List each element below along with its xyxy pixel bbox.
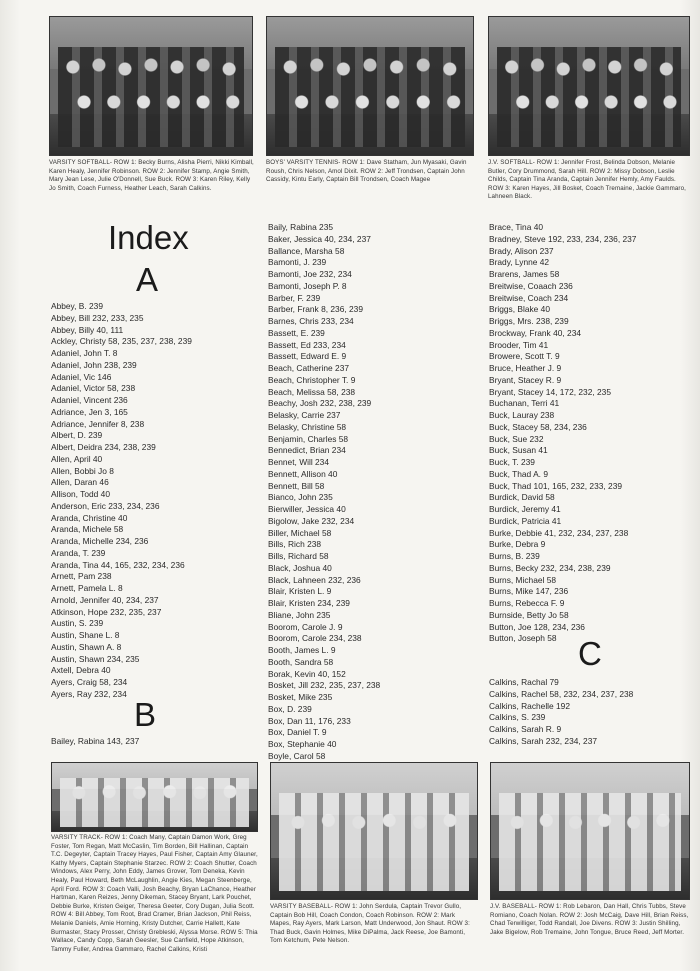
index-entry: Adriance, Jennifer 8, 238 (51, 418, 145, 429)
section-letter-c: C (578, 635, 602, 672)
boys-varsity-tennis-photo (266, 16, 474, 156)
index-entry: Buck, T. 239 (489, 457, 535, 467)
varsity-baseball-photo (270, 762, 478, 900)
index-entry: Box, Dan 11, 176, 233 (268, 715, 351, 726)
boys-varsity-tennis-caption: BOYS' VARSITY TENNIS- ROW 1: Dave Statham, Jun Myasaki, Gavin Roush, Chris Nelson, Amol Dixit. ROW 2: Jeff Trondsen, Captain John Cassidy, Kintu Early, Captain Bill Trondsen, Coach Magee (266, 159, 467, 184)
index-entry: Burke, Debra 9 (489, 539, 546, 550)
index-entry: Buchanan, Terri 41 (489, 398, 560, 409)
index-entry: Arnold, Jennifer 40, 234, 237 (51, 594, 159, 605)
index-entry: Breitwise, Coach 234 (489, 292, 569, 303)
index-entry: Burns, Becky 232, 234, 238, 239 (489, 562, 611, 573)
index-entry: Bills, Rich 238 (268, 539, 322, 550)
varsity-track-photo (51, 762, 258, 832)
index-entry: Button, Joe 128, 234, 236 (489, 621, 585, 632)
index-entry: Breitwise, Coaach 236 (489, 280, 573, 291)
index-entry: Blair, Kristen L. 9 (268, 586, 332, 597)
index-entry: Bennedict, Brian 234 (268, 445, 346, 456)
index-entry: Bradney, Steve 192, 233, 234, 236, 237 (489, 233, 637, 244)
index-entry: Bennett, Bill 58 (268, 480, 325, 491)
index-entry: Burns, Rebecca F. 9 (489, 598, 565, 608)
index-entry: Biller, Michael 58 (268, 527, 332, 538)
index-entry: Buck, Thad A. 9 (489, 468, 548, 479)
index-entry: Belasky, Christine 58 (268, 421, 347, 432)
index-entry: Aranda, Christine 40 (51, 512, 128, 523)
index-column-1 (51, 301, 192, 701)
index-entry: Briggs, Blake 40 (489, 304, 550, 315)
index-entry: Axtell, Debra 40 (51, 665, 111, 676)
index-entry: Brady, Lynne 42 (489, 257, 550, 268)
index-entry: Briggs, Mrs. 238, 239 (489, 316, 569, 326)
jv-softball-caption: J.V. SOFTBALL- ROW 1: Jennifer Frost, Belinda Dobson, Melanie Butler, Cory Drummond, Sarah Hill. ROW 2: Missy Dobson, Leslie Childs, Captain Tina Aranda, Captain Jennifer Hemly, Amy Faulds. ROW 3: Karen Hayes, Jill Bosket, Coach Tremaine, Jackie Gammaro, Lahneen Black. (488, 159, 686, 201)
varsity-baseball-caption: VARSITY BASEBALL- ROW 1: John Serdula, Captain Trevor Gullo, Captain Bob Hill, Coach Condon, Coach Robinson. ROW 2: Mark Mapes, Ray Ayers, Mark Larson, Matt Underwood, Jon Shaut. ROW 3: Thad Buck, Gavin Holmes, Mike DiPalma, Jack Reese, Joe Bamonti, Tom Ketchum, Pete Nelson. (270, 903, 470, 945)
index-entry: Burke, Debbie 41, 232, 234, 237, 238 (489, 527, 629, 538)
index-entry: Adaniel, John 238, 239 (51, 359, 137, 370)
index-entry: Aranda, T. 239 (51, 547, 106, 558)
index-entry: Burdick, Jeremy 41 (489, 504, 561, 514)
jv-baseball-caption: J.V. BASEBALL- ROW 1: Rob Lebaron, Dan Hall, Chris Tubbs, Steve Romiano, Coach Nolan. ROW 2: Josh McCaig, Dave Hill, Brian Reiss, Chad Terwilliger, Todd Randall, Joe Divens. ROW 3: Justin Shilling, Jake Bigelow, Rob Tremaine, John Tongue, Bruce Reed, Jeff Morter. (490, 903, 689, 936)
index-column-3 (489, 222, 636, 645)
index-entry: Ackley, Christy 58, 235, 237, 238, 239 (51, 336, 192, 347)
index-entry: Adaniel, Victor 58, 238 (51, 383, 136, 394)
index-entry: Allison, Todd 40 (51, 489, 110, 499)
index-entry: Allen, Daran 46 (51, 477, 109, 488)
index-entry: Brarens, James 58 (489, 269, 560, 279)
index-entry: Bassett, E. 239 (268, 327, 325, 338)
index-entry: Atkinson, Hope 232, 235, 237 (51, 606, 162, 617)
index-entry: Burdick, David 58 (489, 492, 555, 503)
index-entry: Browere, Scott T. 9 (489, 351, 560, 362)
index-entry: Boyle, Carol 58 (268, 750, 326, 761)
index-entry: Bassett, Edward E. 9 (268, 351, 347, 362)
index-entry: Calkins, Rachel 58, 232, 234, 237, 238 (489, 688, 634, 699)
index-entry: Buck, Susan 41 (489, 445, 548, 456)
index-entry: Adaniel, John T. 8 (51, 348, 118, 358)
index-entry: Abbey, B. 239 (51, 301, 103, 311)
index-column-3-c (489, 677, 633, 748)
index-entry: Austin, S. 239 (51, 618, 104, 629)
index-entry: Ayers, Ray 232, 234 (51, 688, 127, 699)
index-title: Index (108, 219, 189, 256)
index-entry: Bryant, Stacey R. 9 (489, 374, 562, 385)
index-entry: Burns, B. 239 (489, 551, 540, 561)
index-entry: Bianco, John 235 (268, 492, 333, 503)
index-entry: Adaniel, Vic 146 (51, 371, 112, 382)
index-entry: Beach, Melissa 58, 238 (268, 386, 356, 397)
index-entry: Bailey, Rabina 143, 237 (51, 736, 140, 746)
index-entry: Booth, Sandra 58 (268, 656, 334, 667)
index-entry: Beach, Christopher T. 9 (268, 374, 356, 385)
index-entry: Albert, Deidra 234, 238, 239 (51, 442, 156, 452)
index-entry: Allen, Bobbi Jo 8 (51, 465, 114, 476)
index-entry: Box, D. 239 (268, 703, 312, 714)
index-entry: Bigolow, Jake 232, 234 (268, 515, 355, 526)
index-entry: Calkins, S. 239 (489, 712, 546, 723)
index-entry: Ayers, Craig 58, 234 (51, 677, 128, 687)
index-entry: Burns, Mike 147, 236 (489, 586, 569, 597)
index-entry: Benjamin, Charles 58 (268, 433, 349, 444)
index-entry: Brockway, Frank 40, 234 (489, 327, 582, 338)
index-entry: Abbey, Bill 232, 233, 235 (51, 312, 144, 323)
index-entry: Bierwiller, Jessica 40 (268, 504, 346, 514)
index-entry: Beachy, Josh 232, 238, 239 (268, 398, 372, 409)
index-entry: Bennet, Will 234 (268, 457, 329, 467)
index-entry: Buck, Stacey 58, 234, 236 (489, 421, 587, 432)
index-entry: Box, Stephanie 40 (268, 739, 337, 749)
index-entry: Blair, Kristen 234, 239 (268, 598, 350, 608)
jv-baseball-photo (490, 762, 690, 900)
index-entry: Belasky, Carrie 237 (268, 410, 341, 420)
index-column-2 (268, 222, 380, 763)
index-entry: Borak, Kevin 40, 152 (268, 668, 346, 679)
index-entry: Beach, Catherine 237 (268, 363, 350, 373)
section-letter-a: A (136, 261, 159, 298)
index-entry: Ballance, Marsha 58 (268, 245, 345, 256)
index-entry: Baker, Jessica 40, 234, 237 (268, 233, 371, 244)
index-entry: Brace, Tina 40 (489, 222, 544, 232)
index-entry: Barber, Frank 8, 236, 239 (268, 304, 363, 315)
index-entry: Brady, Alison 237 (489, 245, 554, 256)
index-entry: Calkins, Sarah 232, 234, 237 (489, 735, 598, 746)
index-entry: Aranda, Michelle 234, 236 (51, 536, 149, 546)
index-entry: Aranda, Michele 58 (51, 524, 124, 535)
index-entry: Bamonti, Joe 232, 234 (268, 269, 352, 279)
index-entry: Calkins, Sarah R. 9 (489, 724, 562, 734)
index-entry: Arnett, Pam 238 (51, 571, 112, 582)
index-entry: Allen, April 40 (51, 453, 103, 464)
index-entry: Bassett, Ed 233, 234 (268, 339, 346, 350)
index-entry: Anderson, Eric 233, 234, 236 (51, 500, 160, 511)
index-entry: Austin, Shawn 234, 235 (51, 653, 140, 664)
index-entry: Austin, Shawn A. 8 (51, 641, 122, 652)
index-entry: Box, Daniel T. 9 (268, 727, 327, 738)
index-entry: Booth, James L. 9 (268, 645, 336, 655)
section-letter-b: B (134, 696, 157, 733)
index-entry: Baily, Rabina 235 (268, 222, 334, 232)
index-entry: Adriance, Jen 3, 165 (51, 406, 128, 417)
jv-softball-photo (488, 16, 690, 156)
index-entry: Bruce, Heather J. 9 (489, 363, 562, 373)
index-entry: Bamonti, Joseph P. 8 (268, 280, 347, 291)
index-entry: Calkins, Rachelle 192 (489, 700, 571, 711)
index-entry: Brooder, Tim 41 (489, 339, 549, 350)
index-entry: Black, Lahneen 232, 236 (268, 574, 361, 585)
index-entry: Bosket, Jill 232, 235, 237, 238 (268, 680, 381, 691)
index-entry: Black, Joshua 40 (268, 562, 332, 573)
index-entry: Buck, Lauray 238 (489, 410, 555, 420)
varsity-track-caption: VARSITY TRACK- ROW 1: Coach Many, Captain Damon Work, Greg Foster, Tom Regan, Matt McCaslin, Tim Borden, Bill Hallinan, Captain T.C. Degeyter, Captain Tracey Hayes, Paul Fisher, Captain Amy Glauner, Kathy Myers, Captain Stephanie Starzec. ROW 2: Coach Shutter, Coach Windows, Alex Perry, John Eddy, James Grover, Tom Deneka, Kevin Healy, Paul Howard, Beth McLaughlin, Angie Kies, Megan Steenberge, April Ford. ROW 3: Coach Valli, Josh Beachy, Bryan LaChance, Heather Hartman, Karen Reizes, Jenny Dikeman, Stacey Bryant, Lark Pouchet, Debbie Burke, Kristen Geiger, Theresa Geeter, Cory Dugan, Julia Scott. ROW 4: Bill Abbey, Tom Root, Brad Cramer, Brian Jackson, Phil Reiss, Melanie Daniels, Amie Horning, Kristy Dutcher, Carrie Hallett, Kate Burmaster, Stacy Prosser, Christy Grebleski, Alyssa Morse. ROW 5: Thia Wallace, Candy Copp, Sarah Geesler, Sue Canfield, Hope Atkinson, Tammy Fuller, Andrea Gammaro, Rachel Calkins, Kristi (51, 834, 258, 953)
index-entry: Calkins, Rachal 79 (489, 677, 559, 687)
index-column-1-b (51, 736, 139, 748)
index-entry: Bills, Richard 58 (268, 551, 329, 561)
index-entry: Aranda, Tina 44, 165, 232, 234, 236 (51, 559, 185, 570)
index-entry: Bamonti, J. 239 (268, 257, 327, 268)
index-entry: Bennett, Allison 40 (268, 468, 338, 479)
index-entry: Barnes, Chris 233, 234 (268, 316, 354, 326)
index-entry: Buck, Sue 232 (489, 433, 544, 444)
index-entry: Boorom, Carole J. 9 (268, 621, 343, 632)
index-entry: Burnside, Betty Jo 58 (489, 609, 569, 620)
index-entry: Bryant, Stacey 14, 172, 232, 235 (489, 386, 611, 397)
index-entry: Albert, D. 239 (51, 430, 103, 441)
index-entry: Arnett, Pamela L. 8 (51, 583, 123, 593)
index-entry: Bosket, Mike 235 (268, 692, 333, 702)
index-entry: Bliane, John 235 (268, 609, 331, 620)
index-entry: Austin, Shane L. 8 (51, 630, 120, 640)
varsity-softball-caption: VARSITY SOFTBALL- ROW 1: Becky Burns, Alisha Pierri, Nikki Kimball, Karen Healy, Jennifer Robinson. ROW 2: Jennifer Stamp, Angie Smith, Mary Jean Lese, Julie O'Donnell, Sue Buck. ROW 3: Karen Riley, Kelly Jo Smith, Coach Furness, Heather Leach, Sarah Calkins. (49, 159, 254, 192)
index-entry: Buck, Thad 101, 165, 232, 233, 239 (489, 480, 623, 491)
index-entry: Burns, Michael 58 (489, 574, 557, 585)
index-entry: Barber, F. 239 (268, 292, 321, 303)
varsity-softball-photo (49, 16, 253, 156)
index-entry: Burdick, Patricia 41 (489, 515, 562, 526)
index-entry: Abbey, Billy 40, 111 (51, 324, 124, 335)
index-entry: Boorom, Carole 234, 238 (268, 633, 362, 644)
index-entry: Button, Joseph 58 (489, 633, 557, 644)
index-entry: Adaniel, Vincent 236 (51, 395, 128, 405)
